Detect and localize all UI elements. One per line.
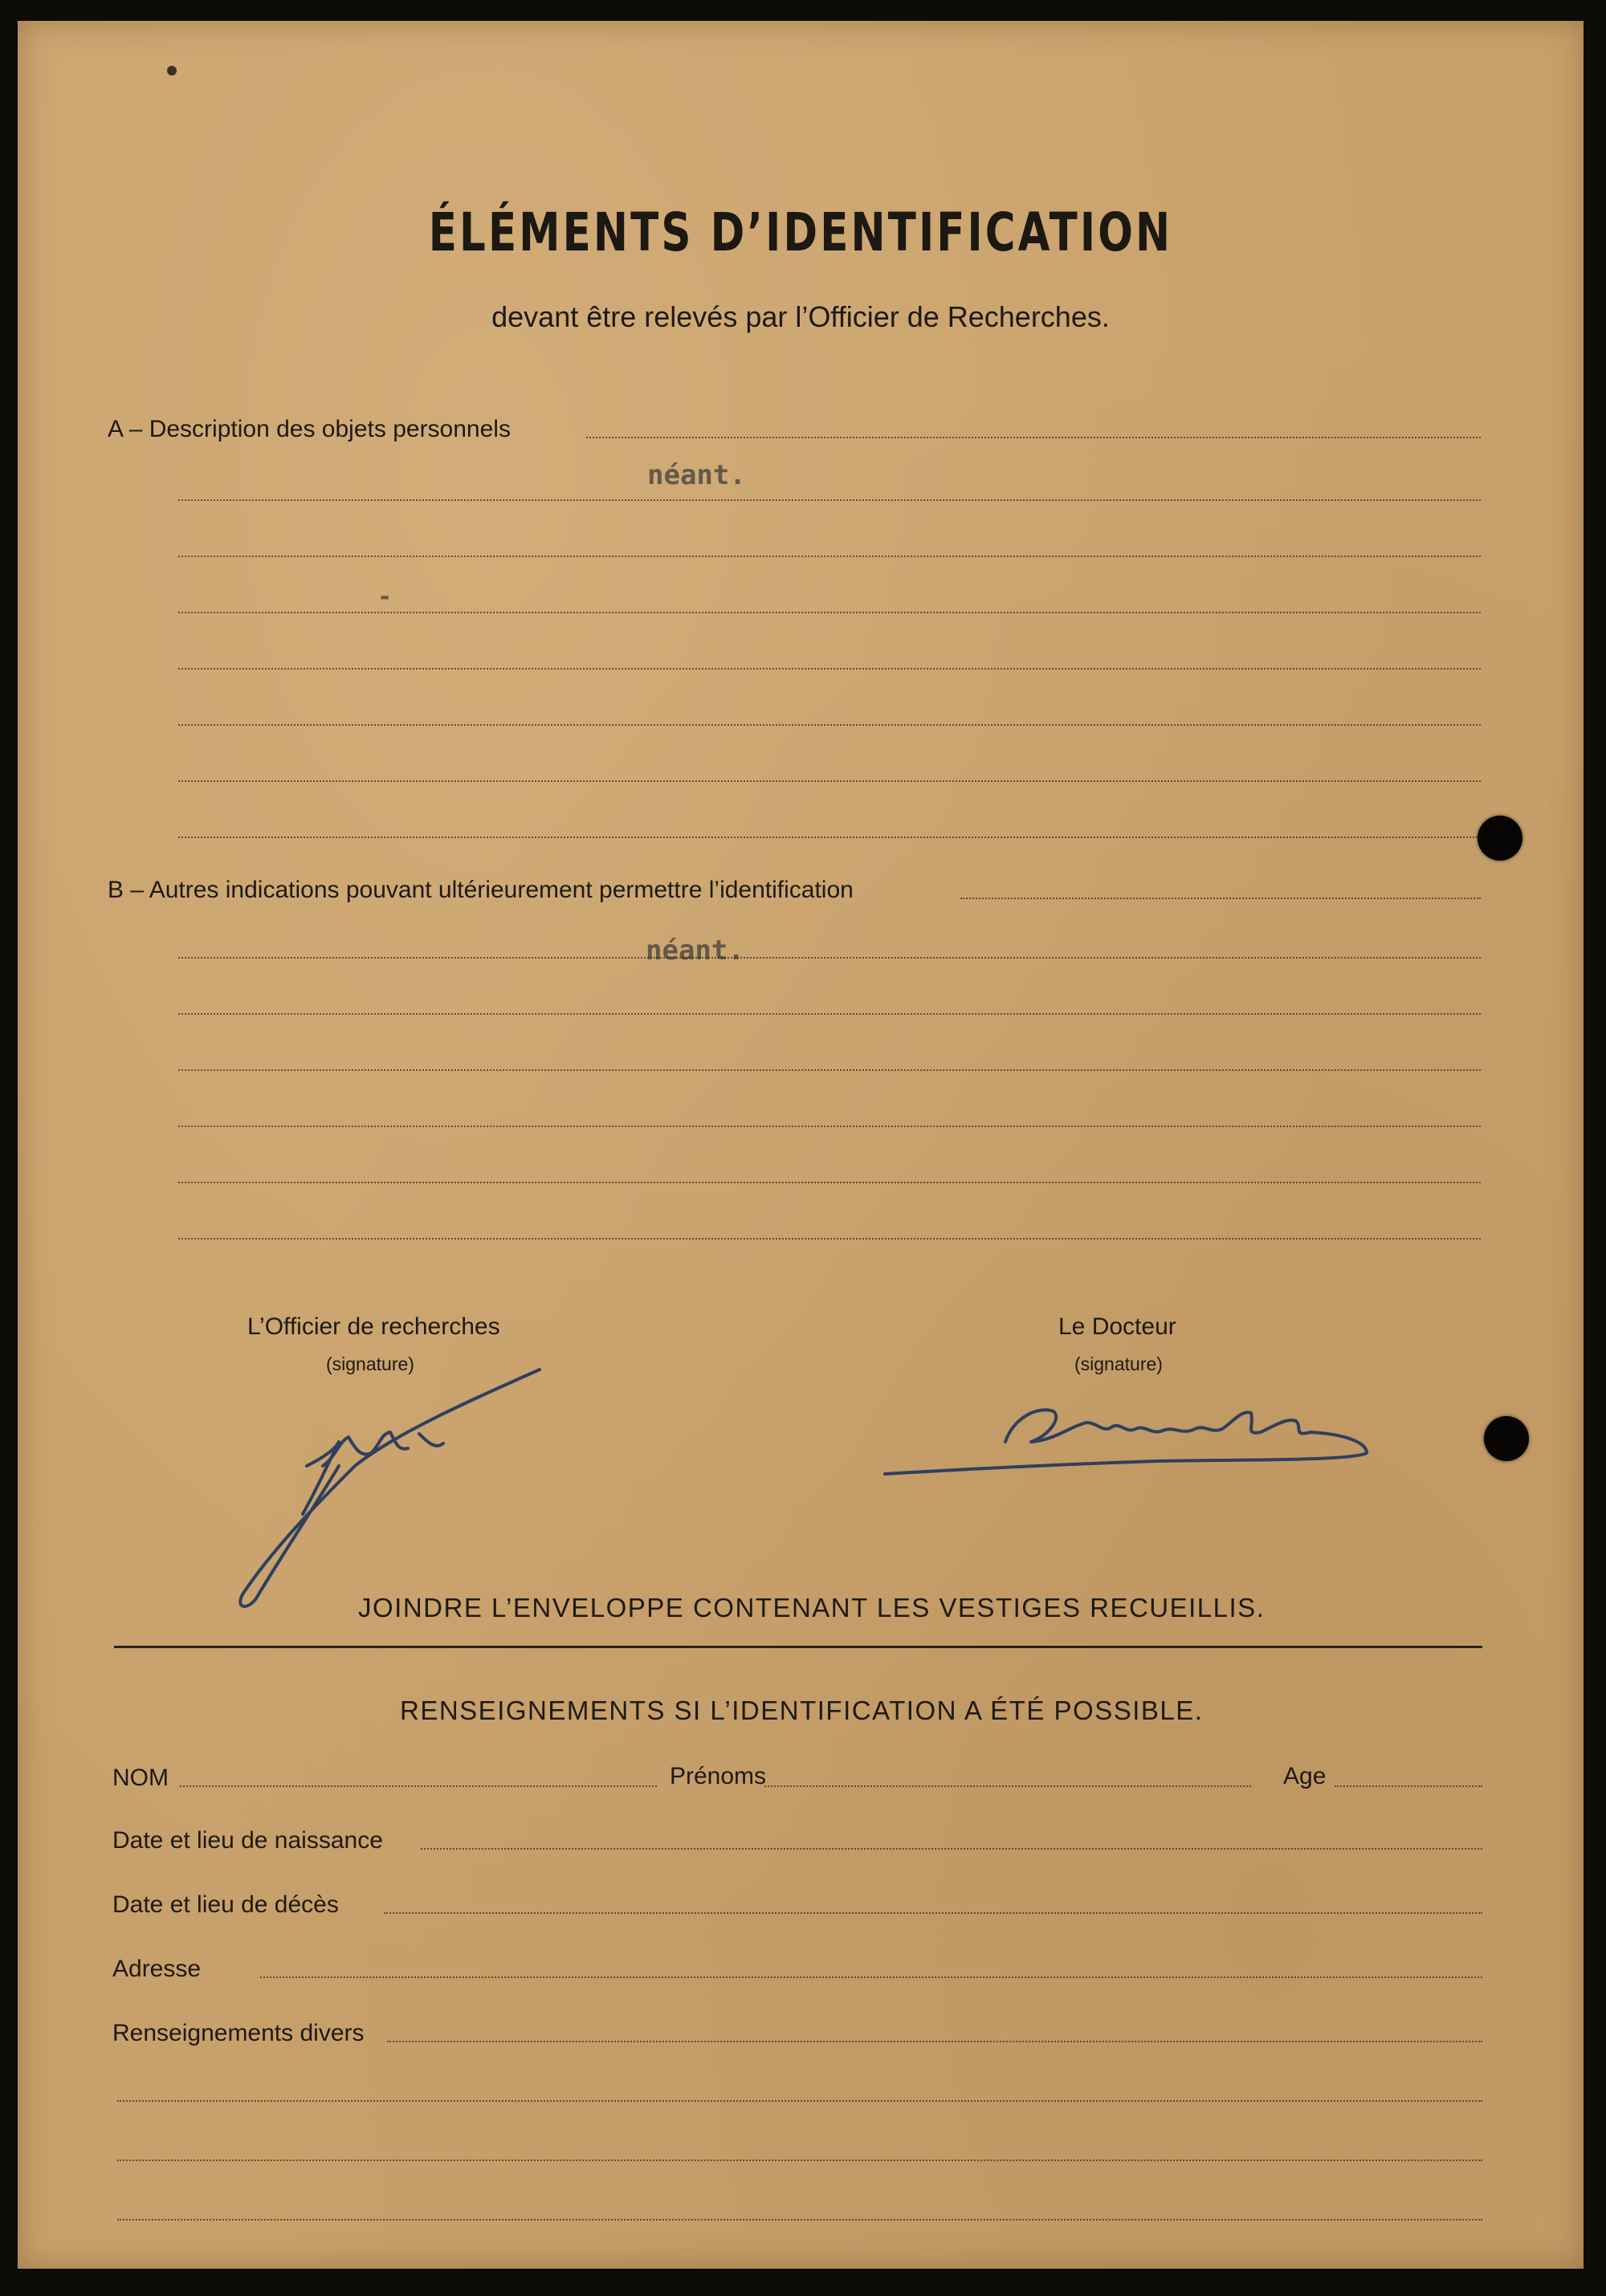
identification-heading: RENSEIGNEMENTS SI L’IDENTIFICATION A ÉTÉ POSSIBLE. xyxy=(400,1696,1204,1725)
adresse-line xyxy=(260,1976,1482,1978)
section-a-typed-mark: - xyxy=(377,583,393,611)
deces-line xyxy=(384,1912,1482,1914)
officer-title: L’Officier de recherches xyxy=(247,1313,500,1340)
section-divider xyxy=(114,1646,1482,1648)
officer-signature-note: (signature) xyxy=(326,1354,414,1374)
enclosure-notice: JOINDRE L’ENVELOPPE CONTENANT LES VESTIGES RECUEILLIS. xyxy=(358,1593,1266,1622)
doctor-title: Le Docteur xyxy=(1058,1313,1176,1340)
nom-label: NOM xyxy=(112,1765,169,1791)
section-b-label: B – Autres indications pouvant ultérieurement permettre l’identification xyxy=(108,877,854,903)
naissance-label: Date et lieu de naissance xyxy=(112,1827,383,1854)
nom-line xyxy=(180,1785,657,1787)
divers-line-2 xyxy=(117,2100,1482,2102)
divers-line-1 xyxy=(387,2041,1482,2042)
age-line xyxy=(1335,1785,1482,1787)
adresse-label: Adresse xyxy=(112,1956,202,1982)
prenoms-line xyxy=(764,1785,1251,1787)
divers-line-3 xyxy=(117,2160,1482,2161)
doctor-signature-note: (signature) xyxy=(1074,1354,1163,1374)
section-a-typed-value: néant. xyxy=(647,459,746,491)
doctor-signature xyxy=(885,1410,1367,1474)
section-b-typed-value: néant. xyxy=(646,934,744,967)
page-title: ÉLÉMENTS D’IDENTIFICATION xyxy=(428,202,1173,263)
prenoms-label: Prénoms xyxy=(670,1763,767,1789)
section-a-label: A – Description des objets personnels xyxy=(108,416,511,442)
divers-line-4 xyxy=(117,2219,1482,2221)
page-subtitle: devant être relevés par l’Officier de Recherches. xyxy=(491,300,1110,333)
naissance-line xyxy=(421,1848,1482,1850)
handwritten-signatures xyxy=(18,21,1584,2269)
age-label: Age xyxy=(1283,1763,1327,1789)
deces-label: Date et lieu de décès xyxy=(112,1891,339,1918)
divers-label: Renseignements divers xyxy=(112,2020,365,2046)
document-page xyxy=(18,21,1584,2269)
officer-signature xyxy=(240,1370,540,1606)
